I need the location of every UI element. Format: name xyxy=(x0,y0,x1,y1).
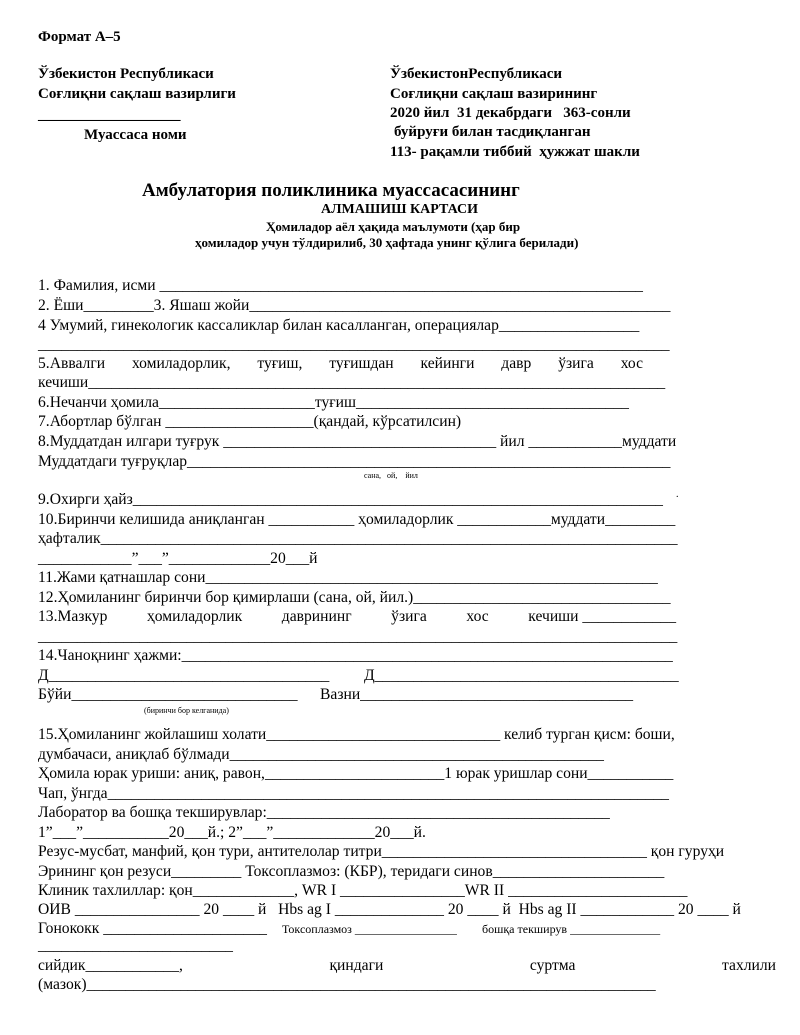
left-header-line2: Соғлиқни сақлаш вазирлиги xyxy=(38,86,236,102)
right-header-line3: 2020 йил 31 декабрдаги 363-сонли xyxy=(390,105,631,121)
word: 13.Мазкур xyxy=(38,608,108,625)
right-header-line1: ЎзбекистонРеспубликаси xyxy=(390,66,563,82)
word: суртма xyxy=(529,957,576,974)
field-husband-rhesus[interactable]: Эрининг қон резуси_________ Токсоплазмоз: (КБР), теридаги синов______________________ xyxy=(38,863,665,880)
field-diseases-continued[interactable]: _________________________________________________________________________________ xyxy=(38,336,670,353)
word: даврининг xyxy=(281,608,352,625)
field-lab-tests[interactable]: Лаборатор ва бошқа текширувлар:____________________________________________ xyxy=(38,804,610,821)
institution-name-label: Муассаса номи xyxy=(84,127,187,143)
word: ўзига xyxy=(391,608,427,625)
field-left-right[interactable]: Чап, ўнгда________________________________________________________________________ xyxy=(38,785,669,802)
format-label: Формат А–5 xyxy=(38,29,121,45)
field-weight[interactable]: Вазни___________________________________ xyxy=(320,686,634,703)
word: туғишдан xyxy=(329,355,394,372)
field-current-pregnancy-continued[interactable]: __________________________________________________________________________________ xyxy=(38,628,678,645)
field-pelvis-d1[interactable]: Д____________________________________ xyxy=(38,667,330,684)
field-smear[interactable]: (мазок)_________________________________________________________________________ xyxy=(38,976,656,993)
word: тахлили xyxy=(722,957,776,974)
word[interactable]: кечиши ____________ xyxy=(528,608,676,625)
field-pelvis-d2[interactable]: Д_______________________________________ xyxy=(364,667,679,684)
right-header-line4: буйруғи билан тасдиқланган xyxy=(394,124,591,140)
field-surname-name[interactable]: 1. Фамилия, исми ______________________________________________________________ xyxy=(38,277,643,294)
doc-subtitle: АЛМАШИШ КАРТАСИ xyxy=(321,202,479,217)
field-urine-smear xyxy=(38,958,776,974)
field-pelvis-size[interactable]: 14.Чаноқнинг ҳажми:_______________________________________________________________ xyxy=(38,647,673,664)
field-clinical-tests[interactable]: Клиник тахлиллар: қон_____________, WR I ________________WR II _______________________ xyxy=(38,882,688,899)
field-diseases-operations[interactable]: 4 Умумий, гинекологик кассаликлар билан касалланган, операциялар__________________ xyxy=(38,317,640,334)
field-lab-dates[interactable]: 1”___”___________20___й.; 2”___”_____________20___й. xyxy=(38,824,426,841)
left-header-blank: ___________________ xyxy=(38,107,181,123)
field-first-visit[interactable]: 10.Биринчи келишида аниқланган ___________ ҳомиладорлик ____________муддати_________ xyxy=(38,511,676,528)
word: 5.Аввалги xyxy=(38,355,106,372)
field-weeks[interactable]: ҳафталик__________________________________________________________________________ xyxy=(38,530,678,547)
left-header-line1: Ўзбекистон Республикаси xyxy=(38,66,214,82)
word: кейинги xyxy=(420,355,475,372)
field-toxoplasmosis[interactable]: Токсоплазмоз _________________ xyxy=(282,922,457,936)
field-preterm-births[interactable]: 8.Муддатдан илгари туғрук ___________________________________ йил ____________муддати xyxy=(38,433,677,450)
field-age-address[interactable]: 2. Ёши_________3. Яшаш жойи______________________________________________________ xyxy=(38,297,671,314)
field-gonococcus[interactable]: Гонококк _____________________ xyxy=(38,920,267,937)
field-hiv-hbs[interactable]: ОИВ ________________ 20 ____ й Hbs ag I ______________ 20 ____ й Hbs ag II ____________ 20 ____ й xyxy=(38,901,741,918)
right-header-line2: Соғлиқни сақлаш вазирининг xyxy=(390,86,598,102)
word: ҳомиладорлик xyxy=(146,608,243,625)
field-fetal-position[interactable]: 15.Ҳомиланинг жойлашиш холати______________________________ келиб турган қисм: боши, xyxy=(38,726,675,743)
field-last-period[interactable]: 9.Охирги ҳайз____________________________________________________________________ xyxy=(38,491,663,508)
word: хос xyxy=(620,355,643,372)
dot-mark: . xyxy=(676,489,679,500)
field-presenting-part[interactable]: думбачаси, аниқлаб бўлмади________________________________________________ xyxy=(38,746,604,763)
doc-desc-line1: Ҳомиладор аёл ҳақида маълумоти (ҳар бир xyxy=(266,219,521,234)
field-first-movement[interactable]: 12.Ҳомиланинг биринчи бор қимирлаши (сана, ой, йил.)_________________________________ xyxy=(38,589,671,606)
word: қиндаги xyxy=(329,957,384,974)
field-pregnancy-number[interactable]: 6.Нечанчи ҳомила____________________туғиш___________________________________ xyxy=(38,394,629,411)
doc-desc-line2: ҳомиладор учун тўлдирилиб, 30 ҳафтада унинг қўлига берилади) xyxy=(195,235,579,250)
field-fetal-heartbeat[interactable]: Ҳомила юрак уриши: аниқ, равон,_______________________1 юрак уришлар сони___________ xyxy=(38,765,674,782)
field-current-pregnancy xyxy=(38,609,676,625)
word: давр xyxy=(501,355,532,372)
date-note: сана, ой, йил xyxy=(364,471,418,480)
field-height[interactable]: Бўйи_____________________________ xyxy=(38,686,298,703)
word[interactable]: сийдик____________, xyxy=(38,957,183,974)
doc-title: Амбулатория поликлиника муассасасининг xyxy=(142,180,520,201)
right-header-line5: 113- рақамли тиббий ҳужжат шакли xyxy=(390,144,640,160)
field-first-visit-date[interactable]: ____________”___”_____________20___й xyxy=(38,550,318,567)
word: ўзига xyxy=(558,355,594,372)
field-rhesus[interactable]: Резус-мусбат, манфий, қон тури, антителолар титри__________________________________ қон гуруҳи xyxy=(38,843,725,860)
field-other-tests[interactable]: бошқа текширув _______________ xyxy=(482,922,661,936)
field-previous-pregnancies xyxy=(38,356,643,372)
field-total-births[interactable]: 11.Жами қатнашлар сони__________________________________________________________ xyxy=(38,569,658,586)
field-term-births[interactable]: Муддатдаги туғруқлар______________________________________________________________ xyxy=(38,453,671,470)
field-blank-line[interactable]: _________________________ xyxy=(38,937,233,954)
word: хомиладорлик, xyxy=(131,355,231,372)
word: туғиш, xyxy=(257,355,303,372)
word: хос xyxy=(466,608,489,625)
field-course[interactable]: кечиши__________________________________________________________________________ xyxy=(38,374,666,391)
field-abortions[interactable]: 7.Абортлар бўлган ___________________(қандай, кўрсатилсин) xyxy=(38,413,462,430)
first-visit-note: (биринчи бор келганида) xyxy=(144,706,229,715)
